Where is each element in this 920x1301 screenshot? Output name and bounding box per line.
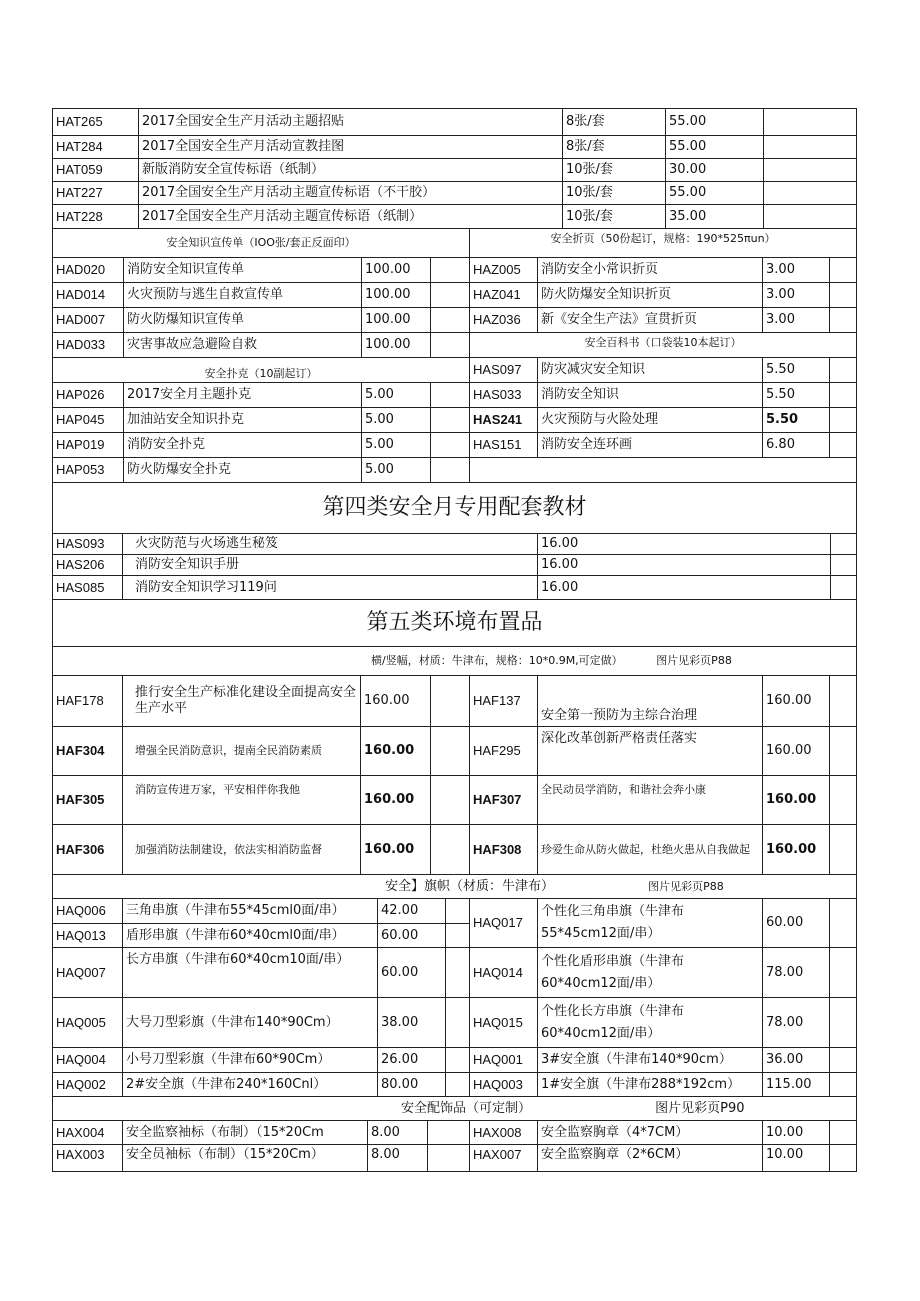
folding-header: 安全折页（50份起订，规格：190*525πun） [470, 229, 857, 258]
leaflets-table [52, 228, 857, 483]
empty-cell [431, 308, 470, 333]
item-name: 火灾预防与逃生自救宣传单 [124, 283, 362, 308]
table-row [53, 258, 857, 283]
table-row [53, 1048, 857, 1073]
table-row [53, 555, 857, 576]
item-name-line: 个性化长方串旗（牛津布 [541, 1003, 685, 1019]
banner-spec: 横/竖幅，材质：牛津布，规格：10*0.9M,可定做） [371, 654, 623, 667]
item-name: 消防安全连环画 [538, 433, 763, 458]
empty-cell [431, 676, 470, 727]
section-title-row [53, 600, 857, 647]
item-price: 115.00 [763, 1073, 830, 1097]
item-name: 2017全国安全生产月活动主题宣传标语（纸制） [139, 205, 563, 229]
item-name-line: 个性化盾形串旗（牛津布 [541, 953, 685, 969]
empty-cell [830, 1073, 857, 1097]
item-qty: 10张/套 [563, 159, 666, 182]
item-price: 3.00 [763, 308, 830, 333]
item-code: HAX004 [53, 1121, 123, 1145]
item-price: 38.00 [378, 998, 446, 1048]
item-name: 消防安全知识学习119问 [123, 576, 538, 600]
table-row [53, 136, 857, 159]
item-price: 36.00 [763, 1048, 830, 1073]
item-name: 消防安全知识手册 [123, 555, 538, 576]
item-price: 30.00 [666, 159, 764, 182]
item-price: 5.00 [362, 383, 431, 408]
item-code: HAP026 [53, 383, 124, 408]
empty-cell [446, 924, 470, 948]
banner-picture-ref: 图片见彩页P88 [656, 654, 732, 667]
item-name: 火灾防范与火场逃生秘笈 [123, 534, 538, 555]
empty-cell [431, 433, 470, 458]
table-row [53, 182, 857, 205]
item-price: 16.00 [538, 555, 831, 576]
item-price: 5.50 [763, 358, 830, 383]
table-row [53, 308, 857, 333]
item-name: 全民动员学消防，和谐社会奔小康 [538, 776, 763, 825]
empty-cell [831, 576, 857, 600]
item-code: HAZ041 [470, 283, 538, 308]
item-name: 安全监察胸章（4*7CM） [538, 1121, 763, 1145]
leaflet-header: 安全知识宣传单（IOO张/套正反面印） [53, 229, 470, 258]
table-row [53, 676, 857, 727]
empty-cell [446, 1048, 470, 1073]
item-price: 55.00 [666, 109, 764, 136]
item-code: HAQ007 [53, 948, 123, 998]
item-qty: 8张/套 [563, 109, 666, 136]
item-name: 小号刀型彩旗（牛津布60*90Cm） [123, 1048, 378, 1073]
table-row [53, 776, 857, 825]
item-code: HAP019 [53, 433, 124, 458]
item-code: HAF137 [470, 676, 538, 727]
empty-cell [764, 159, 857, 182]
item-name: 增强全民消防意识，提南全民消防素质 [123, 727, 361, 776]
item-code: HAP045 [53, 408, 124, 433]
empty-cell [428, 1145, 470, 1172]
item-price: 55.00 [666, 136, 764, 159]
item-qty: 10张/套 [563, 182, 666, 205]
item-name [538, 899, 763, 948]
item-price: 10.00 [763, 1145, 830, 1172]
item-name: 2017全国安全生产月活动主题招贴 [139, 109, 563, 136]
item-name: 消防安全知识 [538, 383, 763, 408]
item-name: 防灾减灾安全知识 [538, 358, 763, 383]
item-price: 6.80 [763, 433, 830, 458]
item-price: 160.00 [361, 727, 431, 776]
item-name: 火灾预防与火险处理 [538, 408, 763, 433]
item-price: 160.00 [361, 676, 431, 727]
item-price: 160.00 [763, 676, 830, 727]
empty-cell [428, 1121, 470, 1145]
item-name: 珍爱生命从防火做起，杜绝火患从自我做起 [538, 825, 763, 875]
item-code: HAQ006 [53, 899, 123, 924]
item-code: HAF307 [470, 776, 538, 825]
accessories-picture-ref: 图片见彩页P90 [655, 1100, 745, 1116]
posters-table [52, 108, 857, 229]
item-name: 消防安全扑克 [124, 433, 362, 458]
table-row [53, 458, 857, 483]
item-price: 5.00 [362, 408, 431, 433]
flags-spec: 安全】旗帜（材质：牛津布） [385, 878, 555, 894]
item-price: 8.00 [368, 1121, 428, 1145]
item-name [538, 948, 763, 998]
item-name: 加油站安全知识扑克 [124, 408, 362, 433]
item-code: HAD007 [53, 308, 124, 333]
table-row [53, 205, 857, 229]
item-name: 2017全国安全生产月活动主题宣传标语（不干胶） [139, 182, 563, 205]
empty-cell [446, 948, 470, 998]
item-name: 消防宣传进万家，平安相伴你我他 [123, 776, 361, 825]
item-code: HAQ014 [470, 948, 538, 998]
category-five-title: 第五类环境布置品 [53, 600, 857, 647]
item-name: 消防安全小常识折页 [538, 258, 763, 283]
item-code: HAT227 [53, 182, 139, 205]
table-row [53, 408, 857, 433]
table-row [53, 159, 857, 182]
item-price: 8.00 [368, 1145, 428, 1172]
item-price: 100.00 [362, 258, 431, 283]
table-row [53, 109, 857, 136]
accessories-table [52, 1096, 857, 1172]
item-name: 安全监察胸章（2*6CM） [538, 1145, 763, 1172]
table-row [53, 433, 857, 458]
item-name: 长方串旗（牛津布60*40cm10面/串） [123, 948, 378, 998]
item-code: HAF305 [53, 776, 123, 825]
empty-cell [830, 1121, 857, 1145]
empty-cell [830, 433, 857, 458]
item-name: 2017安全月主题扑克 [124, 383, 362, 408]
empty-cell [830, 408, 857, 433]
textbooks-table [52, 482, 857, 600]
item-price: 80.00 [378, 1073, 446, 1097]
table-row [53, 358, 857, 383]
item-price: 78.00 [763, 948, 830, 998]
item-price: 10.00 [763, 1121, 830, 1145]
empty-cell [830, 358, 857, 383]
table-row [53, 283, 857, 308]
section-title-row [53, 483, 857, 534]
item-price: 60.00 [763, 899, 830, 948]
category-four-title: 第四类安全月专用配套教材 [53, 483, 857, 534]
table-row [53, 1145, 857, 1172]
item-code: HAP053 [53, 458, 124, 483]
item-name [538, 998, 763, 1048]
item-name: 盾形串旗（牛津布60*40cml0面/串） [123, 924, 378, 948]
item-code: HAF308 [470, 825, 538, 875]
item-price: 26.00 [378, 1048, 446, 1073]
item-name: 防火防爆安全扑克 [124, 458, 362, 483]
empty-cell [431, 383, 470, 408]
empty-cell [446, 1073, 470, 1097]
item-price: 100.00 [362, 308, 431, 333]
item-code: HAQ004 [53, 1048, 123, 1073]
empty-cell [764, 182, 857, 205]
table-row [53, 948, 857, 998]
item-name: 大号刀型彩旗（牛津布140*90Cm） [123, 998, 378, 1048]
empty-cell [446, 899, 470, 924]
item-name: 新版消防安全宣传标语（纸制） [139, 159, 563, 182]
empty-cell [431, 825, 470, 875]
item-name: 灾害事故应急避险自救 [124, 333, 362, 358]
item-name: 消防安全知识宣传单 [124, 258, 362, 283]
item-name: 2#安全旗（牛津布240*160Cnl） [123, 1073, 378, 1097]
flags-table [52, 874, 857, 1097]
table-row [53, 383, 857, 408]
table-row [53, 576, 857, 600]
empty-cell [831, 534, 857, 555]
item-code: HAF304 [53, 727, 123, 776]
empty-cell [830, 383, 857, 408]
item-price: 3.00 [763, 258, 830, 283]
item-code: HAS097 [470, 358, 538, 383]
empty-cell [830, 258, 857, 283]
item-code: HAT059 [53, 159, 139, 182]
empty-cell [431, 408, 470, 433]
item-code: HAD033 [53, 333, 124, 358]
empty-cell [431, 333, 470, 358]
empty-cell [830, 825, 857, 875]
item-name-line: 个性化三角串旗（牛津布 [541, 904, 685, 919]
item-code: HAQ001 [470, 1048, 538, 1073]
item-name: 安全第一预防为主综合治理 [538, 676, 763, 727]
item-price: 16.00 [538, 534, 831, 555]
item-name: 加强消防法制建设，依法实相消防监督 [123, 825, 361, 875]
table-row [53, 534, 857, 555]
item-price: 160.00 [763, 727, 830, 776]
empty-cell [431, 258, 470, 283]
item-name: 安全监察袖标（布制）（15*20Cm [123, 1121, 368, 1145]
table-row [53, 998, 857, 1048]
item-code: HAS033 [470, 383, 538, 408]
note-row [53, 647, 857, 676]
accessories-spec-note [53, 1097, 857, 1121]
item-code: HAS151 [470, 433, 538, 458]
table-row [53, 1073, 857, 1097]
item-name: 三角串旗（牛津布55*45cml0面/串） [123, 899, 378, 924]
item-code: HAD014 [53, 283, 124, 308]
item-code: HAS241 [470, 408, 538, 433]
item-code: HAS093 [53, 534, 123, 555]
item-qty: 8张/套 [563, 136, 666, 159]
poker-header: 安全扑克（10副起订） [53, 358, 470, 383]
item-code: HAX003 [53, 1145, 123, 1172]
empty-cell [830, 776, 857, 825]
item-price: 60.00 [378, 924, 446, 948]
empty-cell [830, 308, 857, 333]
empty-cell [830, 1145, 857, 1172]
item-name: 防火防爆知识宣传单 [124, 308, 362, 333]
flags-picture-ref: 图片见彩页P88 [648, 879, 724, 893]
item-name: 2017全国安全生产月活动宣教挂图 [139, 136, 563, 159]
item-code: HAQ013 [53, 924, 123, 948]
item-code: HAF178 [53, 676, 123, 727]
item-price: 78.00 [763, 998, 830, 1048]
item-name: 3#安全旗（牛津布140*90cm） [538, 1048, 763, 1073]
item-name: 防火防爆安全知识折页 [538, 283, 763, 308]
item-name-line: 55*45cm12面/串） [541, 926, 661, 941]
item-name: 安全员袖标（布制）（15*20Cm） [123, 1145, 368, 1172]
item-price: 5.00 [362, 458, 431, 483]
item-code: HAF295 [470, 727, 538, 776]
item-name: 深化改革创新严格责任落实 [538, 727, 763, 776]
item-price: 42.00 [378, 899, 446, 924]
item-code: HAZ036 [470, 308, 538, 333]
empty-cell [470, 458, 857, 483]
item-code: HAX008 [470, 1121, 538, 1145]
encyclopedia-header: 安全百科书（口袋装10本起订） [470, 333, 857, 358]
flags-spec-note [53, 875, 857, 899]
empty-cell [830, 998, 857, 1048]
item-price: 5.50 [763, 408, 830, 433]
item-code: HAF306 [53, 825, 123, 875]
item-name-line: 60*40cm12面/串） [541, 975, 661, 991]
item-code: HAX007 [470, 1145, 538, 1172]
banners-table [52, 599, 857, 875]
empty-cell [830, 1048, 857, 1073]
item-code: HAQ005 [53, 998, 123, 1048]
item-price: 160.00 [361, 825, 431, 875]
item-code: HAT265 [53, 109, 139, 136]
item-price: 60.00 [378, 948, 446, 998]
item-qty: 10张/套 [563, 205, 666, 229]
item-code: HAQ003 [470, 1073, 538, 1097]
item-price: 160.00 [361, 776, 431, 825]
empty-cell [830, 948, 857, 998]
note-row [53, 1097, 857, 1121]
item-code: HAT228 [53, 205, 139, 229]
table-row [53, 333, 857, 358]
empty-cell [431, 283, 470, 308]
empty-cell [431, 458, 470, 483]
empty-cell [830, 727, 857, 776]
item-code: HAT284 [53, 136, 139, 159]
empty-cell [831, 555, 857, 576]
section-header-row [53, 229, 857, 258]
empty-cell [764, 109, 857, 136]
empty-cell [431, 727, 470, 776]
table-row [53, 727, 857, 776]
empty-cell [764, 205, 857, 229]
item-price: 55.00 [666, 182, 764, 205]
item-price: 5.00 [362, 433, 431, 458]
item-code: HAQ017 [470, 899, 538, 948]
note-row [53, 875, 857, 899]
price-list-page [52, 108, 856, 1172]
item-code: HAS085 [53, 576, 123, 600]
accessories-spec: 安全配饰品（可定制） [401, 1100, 532, 1116]
banner-spec-note [53, 647, 857, 676]
table-row [53, 899, 857, 924]
empty-cell [830, 283, 857, 308]
item-code: HAQ002 [53, 1073, 123, 1097]
item-price: 16.00 [538, 576, 831, 600]
empty-cell [830, 676, 857, 727]
item-code: HAQ015 [470, 998, 538, 1048]
empty-cell [764, 136, 857, 159]
item-code: HAZ005 [470, 258, 538, 283]
table-row [53, 1121, 857, 1145]
item-name: 新《安全生产法》宣贯折页 [538, 308, 763, 333]
item-price: 5.50 [763, 383, 830, 408]
item-name-line: 60*40cm12面/串） [541, 1025, 661, 1041]
item-name: 推行安全生产标准化建设全面提高安全生产水平 [123, 676, 361, 727]
item-price: 35.00 [666, 205, 764, 229]
item-price: 100.00 [362, 283, 431, 308]
item-price: 3.00 [763, 283, 830, 308]
item-name: 1#安全旗（牛津布288*192cm） [538, 1073, 763, 1097]
empty-cell [431, 776, 470, 825]
empty-cell [830, 899, 857, 948]
empty-cell [446, 998, 470, 1048]
item-code: HAS206 [53, 555, 123, 576]
item-price: 160.00 [763, 776, 830, 825]
item-price: 160.00 [763, 825, 830, 875]
item-price: 100.00 [362, 333, 431, 358]
item-code: HAD020 [53, 258, 124, 283]
table-row [53, 825, 857, 875]
